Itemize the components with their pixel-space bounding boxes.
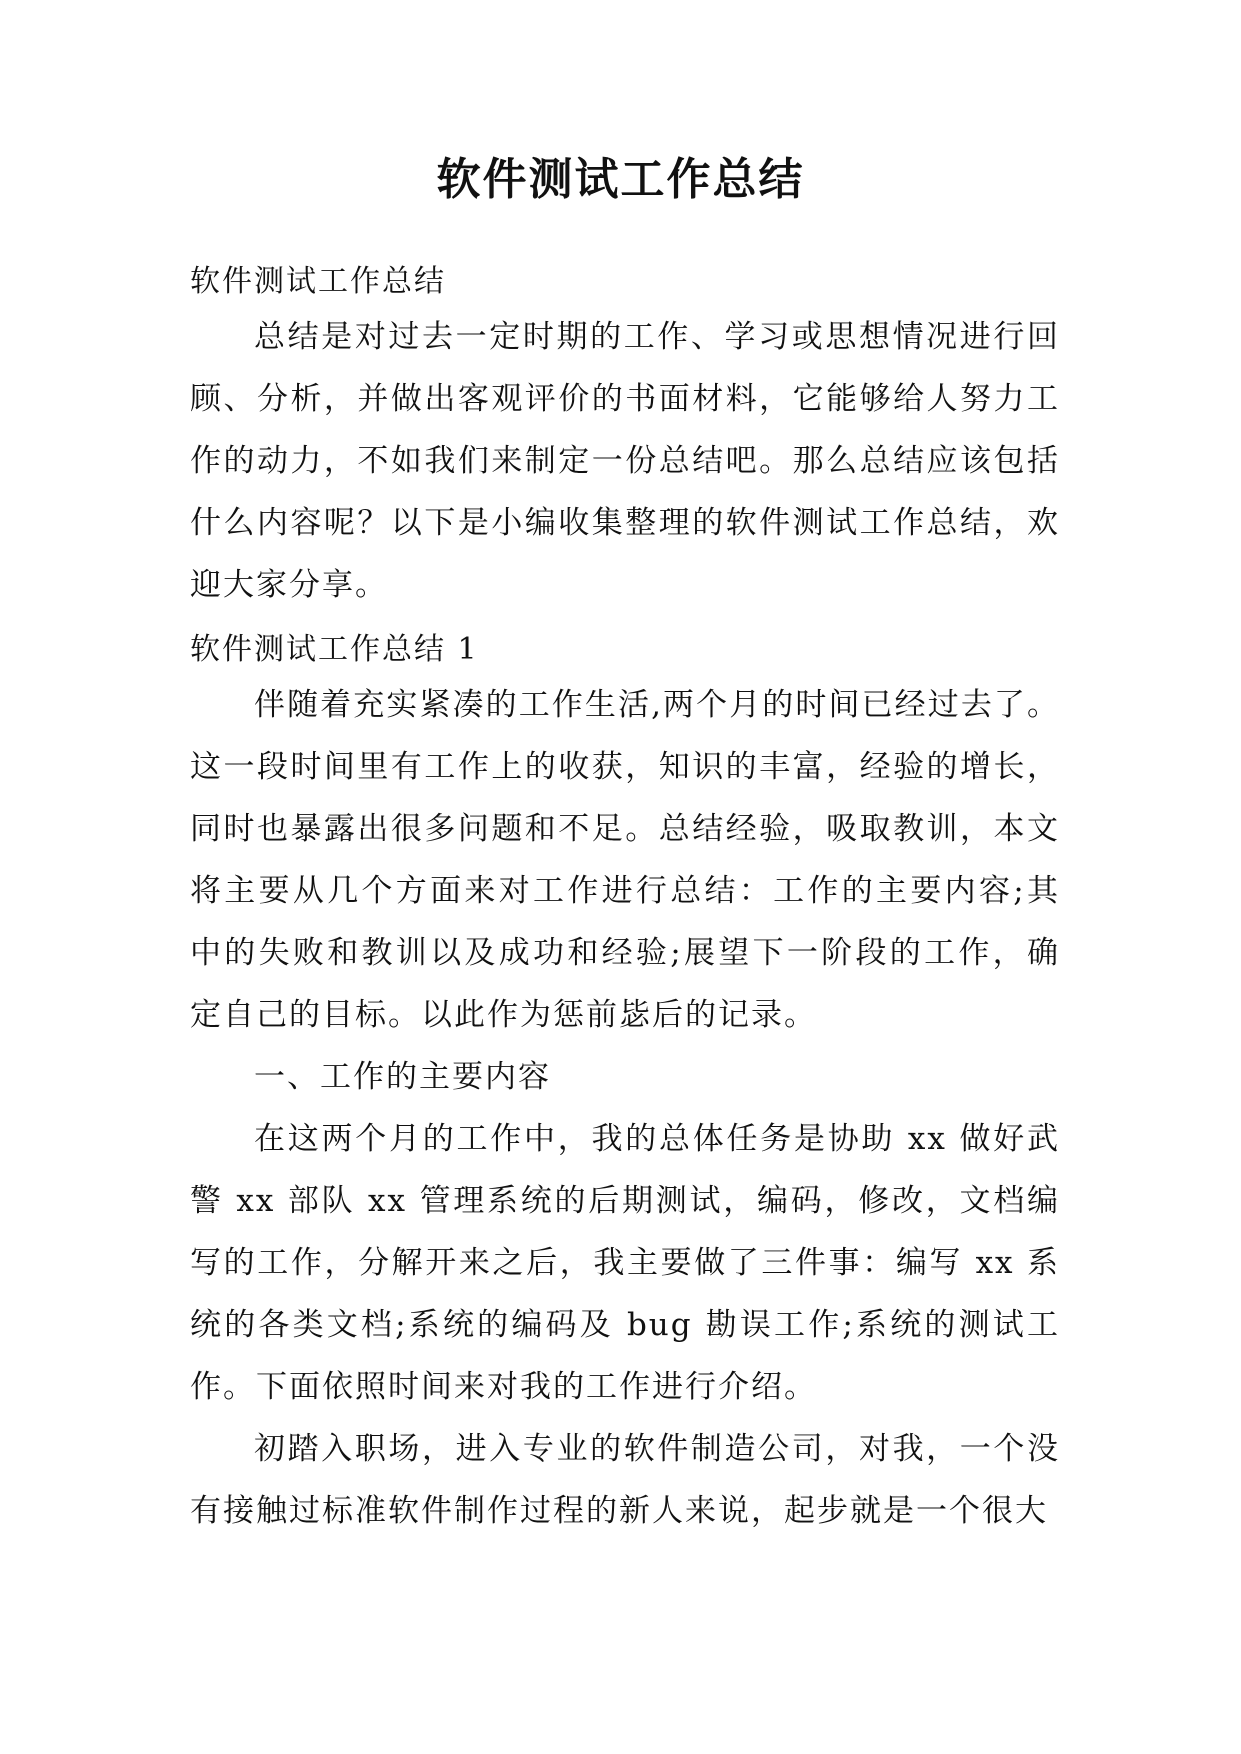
intro-section	[190, 306, 1060, 616]
document-title: 软件测试工作总结	[436, 154, 805, 205]
section1-body	[190, 674, 1060, 1542]
section1-paragraph-1: 伴随着充实紧凑的工作生活,两个月的时间已经过去了。这一段时间里有工作上的收获，知识的丰富，经验的增长，同时也暴露出很多问题和不足。总结经验，吸取教训，本文将主要从几个方面来对工作进行总结：工作的主要内容;其中的失败和教训以及成功和经验;展望下一阶段的工作，确定自己的目标。以此作为惩前毖后的记录。	[190, 687, 1060, 1033]
intro-paragraph: 总结是对过去一定时期的工作、学习或思想情况进行回顾、分析，并做出客观评价的书面材料，它能够给人努力工作的动力，不如我们来制定一份总结吧。那么总结应该包括什么内容呢？以下是小编收集整理的软件测试工作总结，欢迎大家分享。	[190, 319, 1060, 603]
section1-heading: 软件测试工作总结 1	[190, 632, 479, 667]
section1-paragraph-2: 在这两个月的工作中，我的总体任务是协助 xx 做好武警 xx 部队 xx 管理系统的后期测试，编码，修改，文档编写的工作，分解开来之后，我主要做了三件事：编写 xx 系统的各类文档;系统的编码及 bug 勘误工作;系统的测试工作。下面依照时间来对我的工作进行介绍。	[190, 1121, 1060, 1405]
section1-paragraph-3: 初踏入职场，进入专业的软件制造公司，对我，一个没有接触过标准软件制作过程的新人来说，起步就是一个很大	[190, 1431, 1060, 1529]
subsection-heading: 一、工作的主要内容	[254, 1059, 551, 1095]
intro-heading: 软件测试工作总结	[190, 264, 446, 299]
